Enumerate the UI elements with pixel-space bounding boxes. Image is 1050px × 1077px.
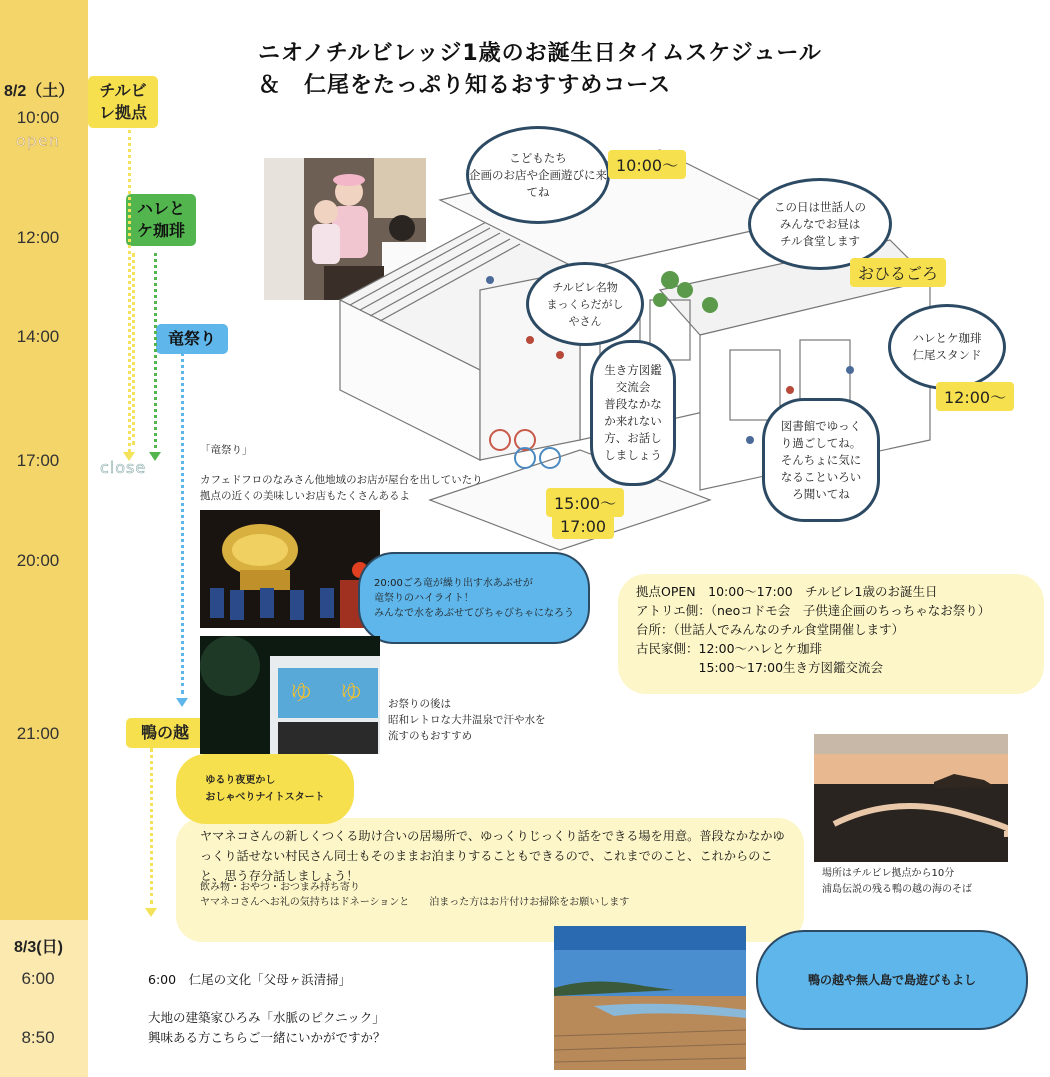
onsen-photo: [200, 636, 380, 754]
sea-photo: [814, 734, 1008, 862]
line-kamo: [150, 748, 153, 904]
beach-photo: [554, 926, 746, 1070]
info-line: 古民家側：12:00〜ハレとケ珈琲: [636, 641, 823, 656]
time-0600: 6:00: [21, 969, 55, 988]
svg-text:ゆ: ゆ: [340, 681, 363, 706]
info-box: [618, 574, 1044, 694]
tag-hare: ハレとケ珈琲: [126, 194, 196, 246]
label-zukan-time2: 17:00: [552, 514, 614, 539]
time-1000: 10:00: [16, 108, 60, 127]
kamo-sub1: 飲み物・おやつ・おつまみ持ち寄り: [200, 882, 360, 893]
bubble-kids: こどもたち 企画のお店や企画遊びに来てね: [466, 126, 610, 224]
sea-caption: 場所はチルビレ拠点から10分 浦島伝説の残る鴨の越の海のそば: [822, 868, 972, 895]
svg-text:ゆ: ゆ: [290, 681, 313, 706]
close-label: close: [100, 458, 147, 477]
line-hare: [154, 253, 157, 448]
kamo-sub2: ヤマネコさんへお礼の気持ちはドネーションと 泊まった方はお片付けお掃除をお願いします: [200, 897, 630, 908]
tag-chirubi: チルビレ拠点: [88, 76, 158, 128]
festival-photo: [200, 510, 380, 628]
label-coffee-time: 12:00〜: [936, 382, 1014, 411]
kamo-main-text: ヤマネコさんの新しくつくる助け合いの居場所で、ゆっくりじっくり話をできる場を用意。普段なかなかゆっくり話せない村民さん同士もそのままお泊まりすることもできるので、これまでのこと、これからのこと、思う存分話しましょう！: [200, 829, 785, 883]
time-1400: 14:00: [16, 327, 60, 346]
line-chirubi: [128, 130, 131, 452]
info-line: 15:00〜17:00生き方図鑑交流会: [636, 660, 884, 675]
line-hare-a: [132, 253, 135, 445]
info-line: アトリエ側：（neoコドモ会 子供達企画のちっちゃなお祭り）: [636, 603, 991, 618]
bubble-library: 図書館でゆっく り過ごしてね。 そんちょに気に なることいろい ろ聞いてね: [762, 398, 880, 522]
day2-event1: 6:00 仁尾の文化「父母ヶ浜清掃」: [148, 972, 352, 987]
time-2000: 20:00: [16, 551, 60, 570]
day2-event3: 興味ある方こちらご一緒にいかがですか？: [148, 1030, 386, 1045]
bubble-lunch: この日は世話人の みんなでお昼は チル食堂します: [748, 178, 892, 270]
date-day2: 8/3(日): [14, 939, 63, 956]
bubble-ryu-highlight: 20:00ごろ竜が繰り出す水あぶせが 竜祭りのハイライト！ みんなで水をあぶせてびちゃびちゃになろう: [358, 552, 590, 644]
ryu-description: カフェドフロのなみさん他地域のお店が屋台を出していたり 拠点の近くの美味しいお店もたくさんあるよ: [200, 474, 483, 502]
label-kids-time: 10:00〜: [608, 150, 686, 179]
day2-event2: 大地の建築家ひろみ「水脈のピクニック」: [148, 1010, 385, 1025]
time-1200: 12:00: [16, 228, 60, 247]
tag-ryu: 竜祭り: [156, 324, 228, 354]
bubble-island: 鴨の越や無人島で島遊びもよし: [756, 930, 1028, 1030]
bubble-zukan: 生き方図鑑 交流会 普段なかな か来れない 方、お話し しましょう: [590, 340, 676, 486]
bubble-night-talk: ゆるり夜更かし おしゃべりナイトスタート: [176, 754, 354, 824]
label-zukan-time1: 15:00〜: [546, 488, 624, 517]
time-2100: 21:00: [16, 724, 60, 743]
arrow-hare: [149, 452, 161, 461]
bubble-coffee: ハレとケ珈琲 仁尾スタンド: [888, 304, 1006, 390]
info-line: 台所：（世話人でみんなのチル食堂開催します）: [636, 622, 905, 637]
time-0850: 8:50: [21, 1028, 55, 1047]
label-lunch-time: おひるごろ: [850, 258, 946, 287]
info-line: 拠点OPEN 10:00〜17:00 チルビレ1歳のお誕生日: [636, 584, 938, 599]
date-day1: 8/2（土）: [4, 83, 75, 100]
bubble-dagashi: チルビレ名物 まっくらだがし やさん: [526, 262, 644, 346]
onsen-text: お祭りの後は 昭和レトロな大井温泉で汗や水を 流すのもおすすめ: [388, 698, 546, 742]
title-line2: ＆ 仁尾をたっぷり知るおすすめコース: [258, 73, 672, 98]
line-ryu: [181, 352, 184, 694]
time-1700: 17:00: [16, 451, 60, 470]
tag-kamo: 鴨の越: [126, 718, 204, 748]
ryu-heading: 「竜祭り」: [200, 444, 253, 456]
arrow-ryu: [176, 698, 188, 707]
open-label: open: [16, 131, 60, 150]
arrow-kamo: [145, 908, 157, 917]
title-line1: ニオノチルビレッジ1歳のお誕生日タイムスケジュール: [258, 41, 822, 66]
